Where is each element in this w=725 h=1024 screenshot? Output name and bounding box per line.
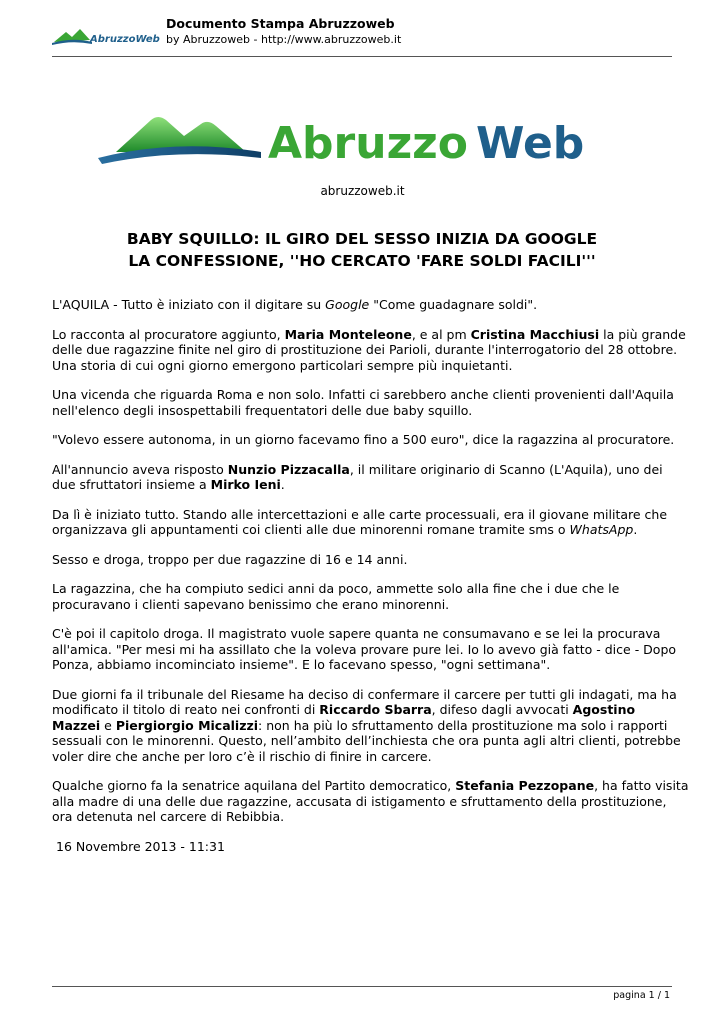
paragraph-11: Qualche giorno fa la senatrice aquilana del Partito democratico, Stefania Pezzopane, ha fatto visita alla madre di una delle due ragazzine, accusata di istigamento e sfruttamento della prostituzione, ora detenuta nel carcere di Rebibbia. xyxy=(52,778,689,824)
paragraph-5: All'annuncio aveva risposto Nunzio Pizzacalla, il militare originario di Scanno (L'Aquila), uno dei due sfruttatori insieme a Mirko Ieni. xyxy=(52,461,663,492)
svg-text:Web: Web xyxy=(476,118,585,169)
header-subtitle: by Abruzzoweb - http://www.abruzzoweb.it xyxy=(166,33,402,46)
abruzzoweb-main-logo xyxy=(96,108,606,174)
svg-text:AbruzzoWeb: AbruzzoWeb xyxy=(90,34,160,45)
page-number: pagina 1 / 1 xyxy=(613,990,670,1001)
paragraph-6: Da lì è iniziato tutto. Stando alle intercettazioni e alle carte processuali, era il giovane militare che organizzava gli appuntamenti coi clienti alle due minorenni romane tramite sms o WhatsApp. xyxy=(52,506,668,537)
paragraph-10: Due giorni fa il tribunale del Riesame ha deciso di confermare il carcere per tutti gli indagati, ma ha modificato il titolo di reato nei confronti di Riccardo Sbarra, difeso dagli avvocati Agostino Mazzei e Piergiorgio Micalizzi: non ha più lo sfruttamento della prostituzione ma solo i rapporti sessuali con le minorenni. Questo, nell’ambito dell’inchiesta che ora punta agli altri clienti, potrebbe voler dire che anche per loro c’è il rischio di finire in carcere. xyxy=(52,686,681,764)
paragraph-9: C'è poi il capitolo droga. Il magistrato vuole sapere quanta ne consumavano e se lei la procurava all'amica. "Per mesi mi ha assillato che la voleva provare pure lei. Io lo avevo già fatto - dice - Dopo Ponza, abbiamo incominciato insieme". E lo facevano spesso, "ogni settimana". xyxy=(52,626,677,672)
paragraph-4: "Volevo essere autonoma, in un giorno facevamo fino a 500 euro", dice la ragazzina al procuratore. xyxy=(52,432,675,447)
paragraph-8: La ragazzina, che ha compiuto sedici anni da poco, ammette solo alla fine che i due che le procuravano i clienti sapevano benissimo che erano minorenni. xyxy=(52,581,620,612)
paragraph-1: L'AQUILA - Tutto è iniziato con il digitare su Google "Come guadagnare soldi". xyxy=(52,297,538,312)
svg-text:Abruzzo: Abruzzo xyxy=(268,118,469,169)
headline-line-2: LA CONFESSIONE, ''HO CERCATO 'FARE SOLDI FACILI''' xyxy=(128,252,596,270)
site-label: abruzzoweb.it xyxy=(320,184,405,198)
mountain-logo-large-icon xyxy=(96,108,606,174)
page-header xyxy=(52,14,672,56)
paragraph-2: Lo racconta al procuratore aggiunto, Maria Monteleone, e al pm Cristina Macchiusi la più grande delle due ragazzine finite nel giro di prostituzione dei Parioli, durante l'interrogatorio del 28 ottobre. Una storia di cui ogni giorno emergono particolari sempre più inquietanti. xyxy=(52,326,686,373)
article-date: 16 Novembre 2013 - 11:31 xyxy=(56,838,225,854)
paragraph-3: Una vicenda che riguarda Roma e non solo. Infatti ci sarebbero anche clienti provenienti dall'Aquila nell'elenco degli insospettabili frequentatori delle due baby squillo. xyxy=(52,387,674,418)
headline-line-1: BABY SQUILLO: IL GIRO DEL SESSO INIZIA DA GOOGLE xyxy=(126,230,598,248)
article-body xyxy=(52,297,689,868)
abruzzoweb-small-logo xyxy=(52,24,160,48)
header-title: Documento Stampa Abruzzoweb xyxy=(166,16,395,31)
header-divider xyxy=(52,56,672,57)
article-headline xyxy=(52,228,672,272)
mountain-logo-icon xyxy=(52,24,160,48)
header-text xyxy=(166,16,401,48)
paragraph-7: Sesso e droga, troppo per due ragazzine di 16 e 14 anni. xyxy=(52,551,408,567)
footer-divider xyxy=(52,986,672,987)
